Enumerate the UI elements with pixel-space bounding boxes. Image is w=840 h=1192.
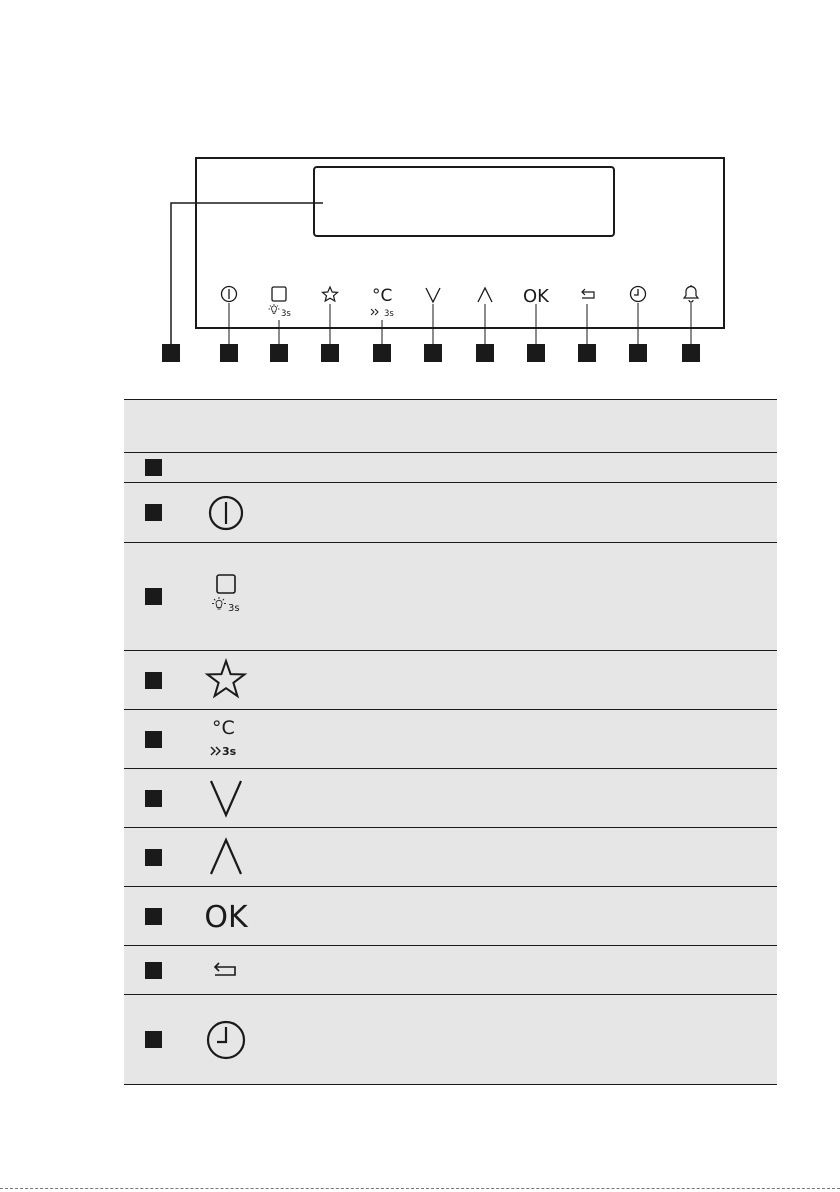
back-icon: [209, 959, 243, 981]
power-icon: [206, 493, 246, 533]
callout-9: [578, 344, 596, 362]
display-leader-line: [171, 203, 323, 352]
callout-2: [220, 344, 238, 362]
callout-3: [270, 344, 288, 362]
clock-icon: [204, 1018, 248, 1062]
row-number-square: [145, 672, 162, 689]
star-icon: [204, 658, 248, 702]
down-button[interactable]: [426, 288, 440, 302]
temperature-button[interactable]: [371, 286, 394, 319]
light-square-icon: [272, 287, 286, 301]
temperature-3s-label: 3s: [222, 745, 237, 758]
fast-heat-arrows-icon: [371, 309, 378, 315]
callout-6: [424, 344, 442, 362]
down-icon: [206, 776, 246, 820]
table-row: [124, 542, 777, 650]
table-row: [124, 827, 777, 886]
table-row: [124, 768, 777, 827]
ok-icon: [198, 896, 254, 936]
bell-icon: [684, 285, 698, 302]
table-row: [124, 945, 777, 994]
star-icon: [323, 287, 338, 301]
control-panel-diagram: [0, 0, 840, 400]
display-window: [314, 167, 614, 236]
ok-button[interactable]: [523, 286, 550, 307]
row-number-square: [145, 849, 162, 866]
timer-button[interactable]: [631, 287, 646, 302]
row-number-square: [145, 908, 162, 925]
table-row: [124, 709, 777, 768]
table-row: [124, 482, 777, 542]
temperature-icon: [198, 713, 254, 765]
light-3s-label: 3s: [281, 309, 291, 319]
down-icon: [426, 288, 440, 302]
temperature-icon: °C: [372, 286, 393, 306]
bulb-icon: [269, 304, 280, 314]
row-number-square: [145, 962, 162, 979]
back-button[interactable]: [582, 289, 594, 298]
callout-8: [527, 344, 545, 362]
celsius-label: °C: [212, 717, 235, 739]
page-footer-line: [0, 1188, 840, 1189]
callout-5: [373, 344, 391, 362]
up-button[interactable]: [478, 288, 492, 302]
back-icon: [582, 289, 594, 298]
light-3s-label: 3s: [228, 602, 240, 614]
table-row: [124, 650, 777, 709]
table-row: [124, 994, 777, 1084]
function-table: [124, 399, 777, 1085]
temperature-3s-label: 3s: [384, 309, 394, 319]
callout-10: [629, 344, 647, 362]
row-number-square: [145, 588, 162, 605]
light-button[interactable]: [269, 287, 292, 319]
panel-frame: [196, 158, 724, 328]
callout-4: [321, 344, 339, 362]
callout-squares: [162, 344, 700, 362]
table-row: [124, 886, 777, 945]
table-header-row: [124, 400, 777, 452]
callout-7: [476, 344, 494, 362]
light-icon: [198, 569, 254, 625]
up-icon: [206, 835, 246, 879]
favourite-button[interactable]: [323, 287, 338, 301]
row-number-square: [145, 1031, 162, 1048]
callout-1: [162, 344, 180, 362]
ok-icon: OK: [523, 286, 549, 307]
up-icon: [478, 288, 492, 302]
callout-11: [682, 344, 700, 362]
power-button[interactable]: [222, 287, 237, 302]
row-number-square: [145, 731, 162, 748]
minute-minder-button[interactable]: [684, 285, 698, 302]
ok-label: OK: [204, 900, 248, 935]
row-number-square: [145, 459, 162, 476]
table-row: [124, 452, 777, 482]
row-number-square: [145, 790, 162, 807]
row-number-square: [145, 504, 162, 521]
